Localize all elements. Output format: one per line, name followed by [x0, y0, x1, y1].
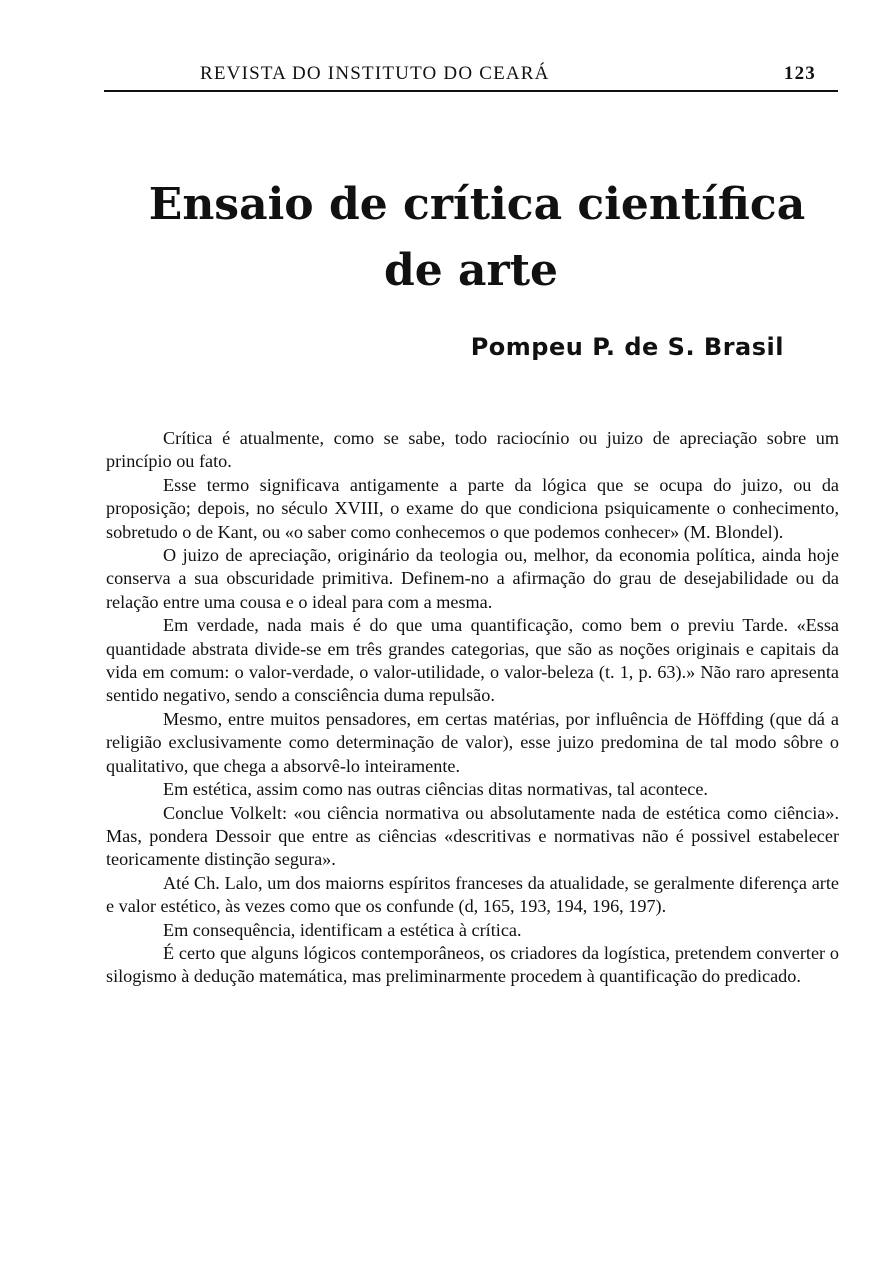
article-author: Pompeu P. de S. Brasil — [470, 333, 784, 361]
article-title-line-1: Ensaio de crítica científica — [148, 179, 806, 230]
paragraph: Até Ch. Lalo, um dos maiorns espíritos franceses da atualidade, se geralmente diferença arte e valor estético, às vezes como que os confunde (d, 165, 193, 194, 196, 197). — [106, 872, 839, 917]
page-number: 123 — [783, 63, 816, 84]
paragraph: Mesmo, entre muitos pensadores, em certas matérias, por influência de Höffding (que dá a religião exclusivamente como determinação de valor), esse juizo predomina de tal modo sôbre o qualitativo, que chega a absorvê-lo inteiramente. — [106, 708, 839, 776]
article-title-line-2: de arte — [383, 245, 559, 296]
running-header — [104, 60, 838, 92]
paragraph: Em verdade, nada mais é do que uma quantificação, como bem o previu Tarde. «Essa quantidade abstrata divide-se em três grandes categorias, que são as noções originais e capitais da vida em comum: o valor-verdade, o valor-utilidade, o valor-beleza (t. 1, p. 63).» Não raro apresenta sentido negativo, sendo a consciência duma repulsão. — [106, 615, 839, 706]
article-body — [106, 427, 839, 989]
paragraph: Crítica é atualmente, como se sabe, todo raciocínio ou juizo de apreciação sobre um princípio ou fato. — [106, 428, 839, 472]
paragraph: Conclue Volkelt: «ou ciência normativa ou absolutamente nada de estética como ciência». Mas, pondera Dessoir que entre as ciências «descritivas e normativas não é possivel estabelecer teoricamente distinção segura». — [106, 802, 839, 870]
paragraph: É certo que alguns lógicos contemporâneos, os criadores da logística, pretendem converter o silogismo à dedução matemática, mas preliminarmente procedem à quantificação do predicado. — [106, 942, 839, 987]
paragraph: Em consequência, identificam a estética à crítica. — [163, 919, 522, 940]
article-title — [104, 172, 838, 304]
paragraph: Em estética, assim como nas outras ciências ditas normativas, tal acontece. — [163, 779, 708, 800]
journal-title: REVISTA DO INSTITUTO DO CEARÁ — [200, 63, 550, 84]
paragraph: O juizo de apreciação, originário da teologia ou, melhor, da economia política, ainda hoje conserva a sua obscuridade primitiva. Definem-no a afirmação do grau de desejabilidade ou da relação entre uma cousa e o ideal para com a mesma. — [106, 545, 839, 612]
paragraph: Esse termo significava antigamente a parte da lógica que se ocupa do juizo, ou da proposição; depois, no século XVIII, o exame do que condiciona psiquicamente o conhecimento, sobretudo o de Kant, ou «o saber como conhecemos o que podemos conhecer» (M. Blondel). — [106, 474, 839, 542]
